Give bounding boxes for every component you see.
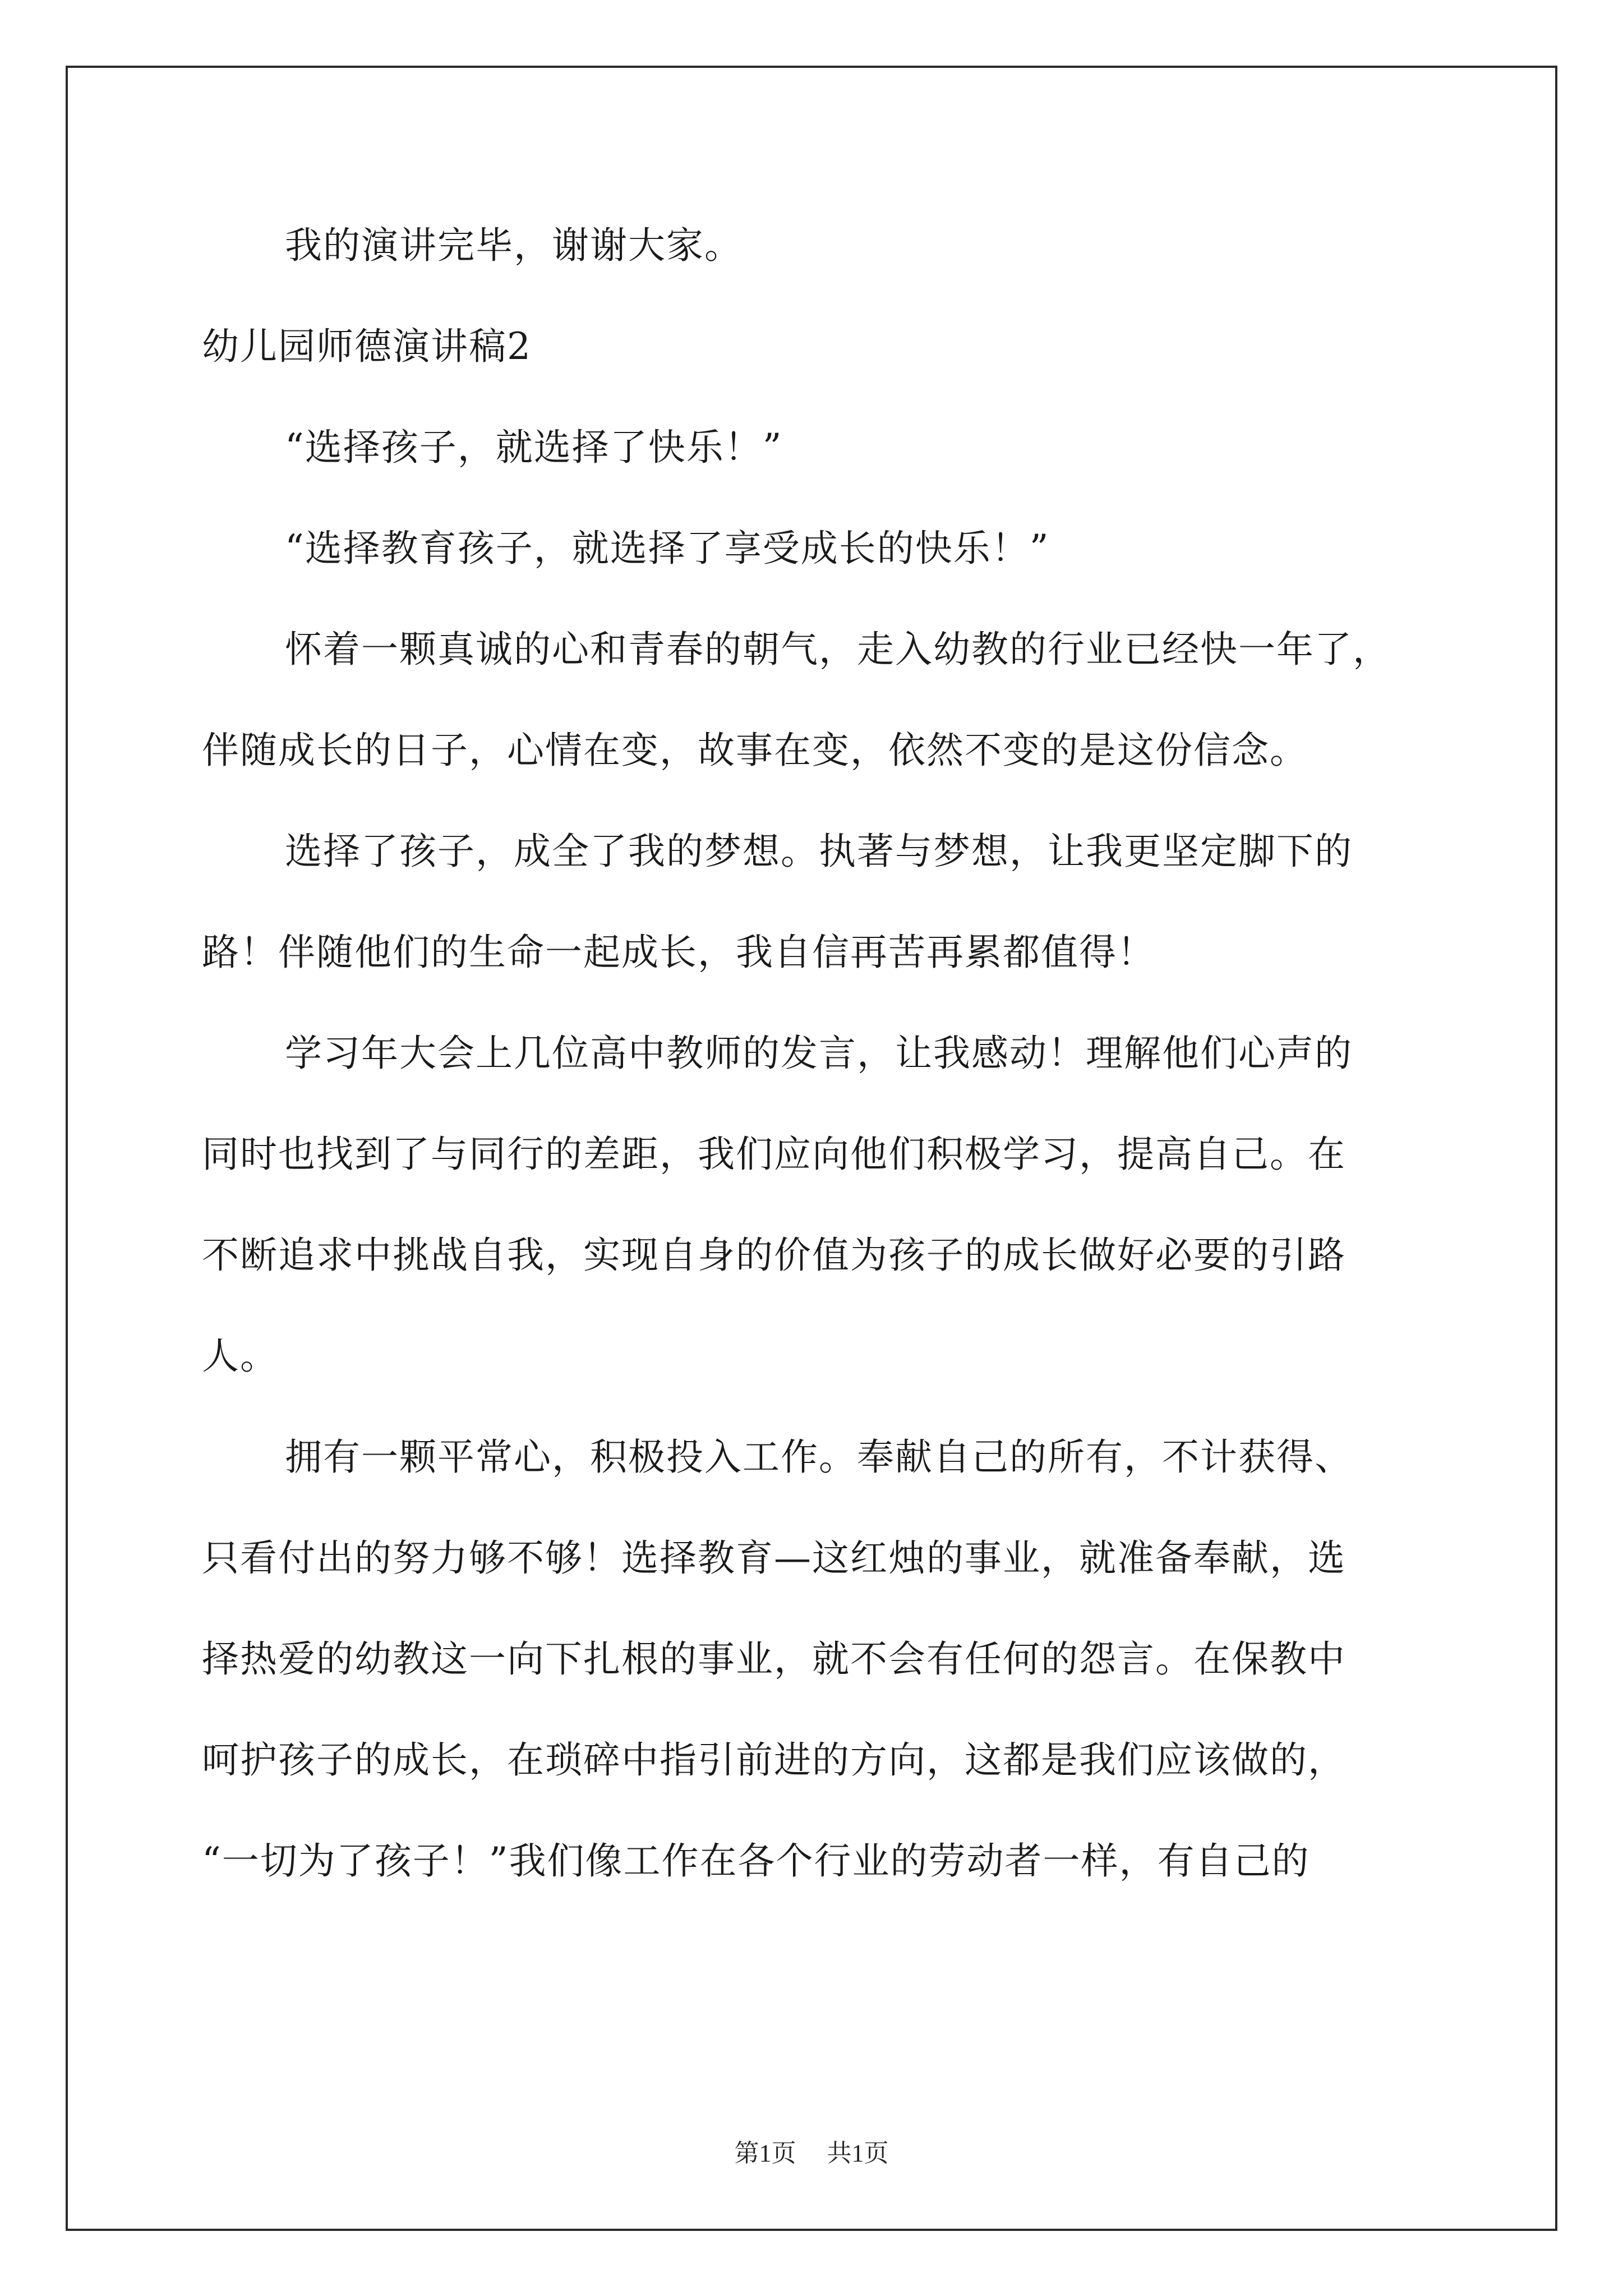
paragraph-line: 伴随成长的日子，心情在变，故事在变，依然不变的是这份信念。 <box>202 729 1308 772</box>
paragraph-line: 怀着一颗真诚的心和青春的朝气，走入幼教的行业已经快一年了， <box>285 628 1391 671</box>
quote-line-2: “选择教育孩子，就选择了享受成长的快乐！” <box>285 527 1050 570</box>
page-footer <box>0 2133 1623 2169</box>
paragraph-line: 学习年大会上几位高中教师的发言，让我感动！理解他们心声的 <box>285 1032 1353 1075</box>
paragraph-line: 呵护孩子的成长，在琐碎中指引前进的方向，这都是我们应该做的， <box>202 1738 1346 1782</box>
paragraph-line: 不断追求中挑战自我，实现自身的价值为孩子的成长做好必要的引路 <box>202 1234 1346 1277</box>
page-number: 第1页 <box>734 2139 796 2167</box>
paragraph-line: 同时也找到了与同行的差距，我们应向他们积极学习，提高自己。在 <box>202 1133 1346 1176</box>
section-heading: 幼儿园师德演讲稿2 <box>202 325 532 368</box>
quote-line-1: “选择孩子，就选择了快乐！” <box>285 426 783 469</box>
paragraph-line: 选择了孩子，成全了我的梦想。执著与梦想，让我更坚定脚下的 <box>285 830 1353 873</box>
paragraph-line: 拥有一颗平常心，积极投入工作。奉献自己的所有，不计获得、 <box>285 1435 1353 1479</box>
paragraph-closing: 我的演讲完毕，谢谢大家。 <box>285 224 743 267</box>
page-total: 共1页 <box>827 2139 889 2167</box>
paragraph-line: 路！伴随他们的生命一起成长，我自信再苦再累都值得！ <box>202 931 1155 974</box>
paragraph-line: 只看付出的努力够不够！选择教育—这红烛的事业，就准备奉献，选 <box>202 1536 1346 1580</box>
paragraph-line: “一切为了孩子！”我们像工作在各个行业的劳动者一样，有自己的 <box>202 1839 1310 1883</box>
paragraph-line: 择热爱的幼教这一向下扎根的事业，就不会有任何的怨言。在保教中 <box>202 1637 1346 1681</box>
paragraph-line: 人。 <box>202 1335 278 1378</box>
